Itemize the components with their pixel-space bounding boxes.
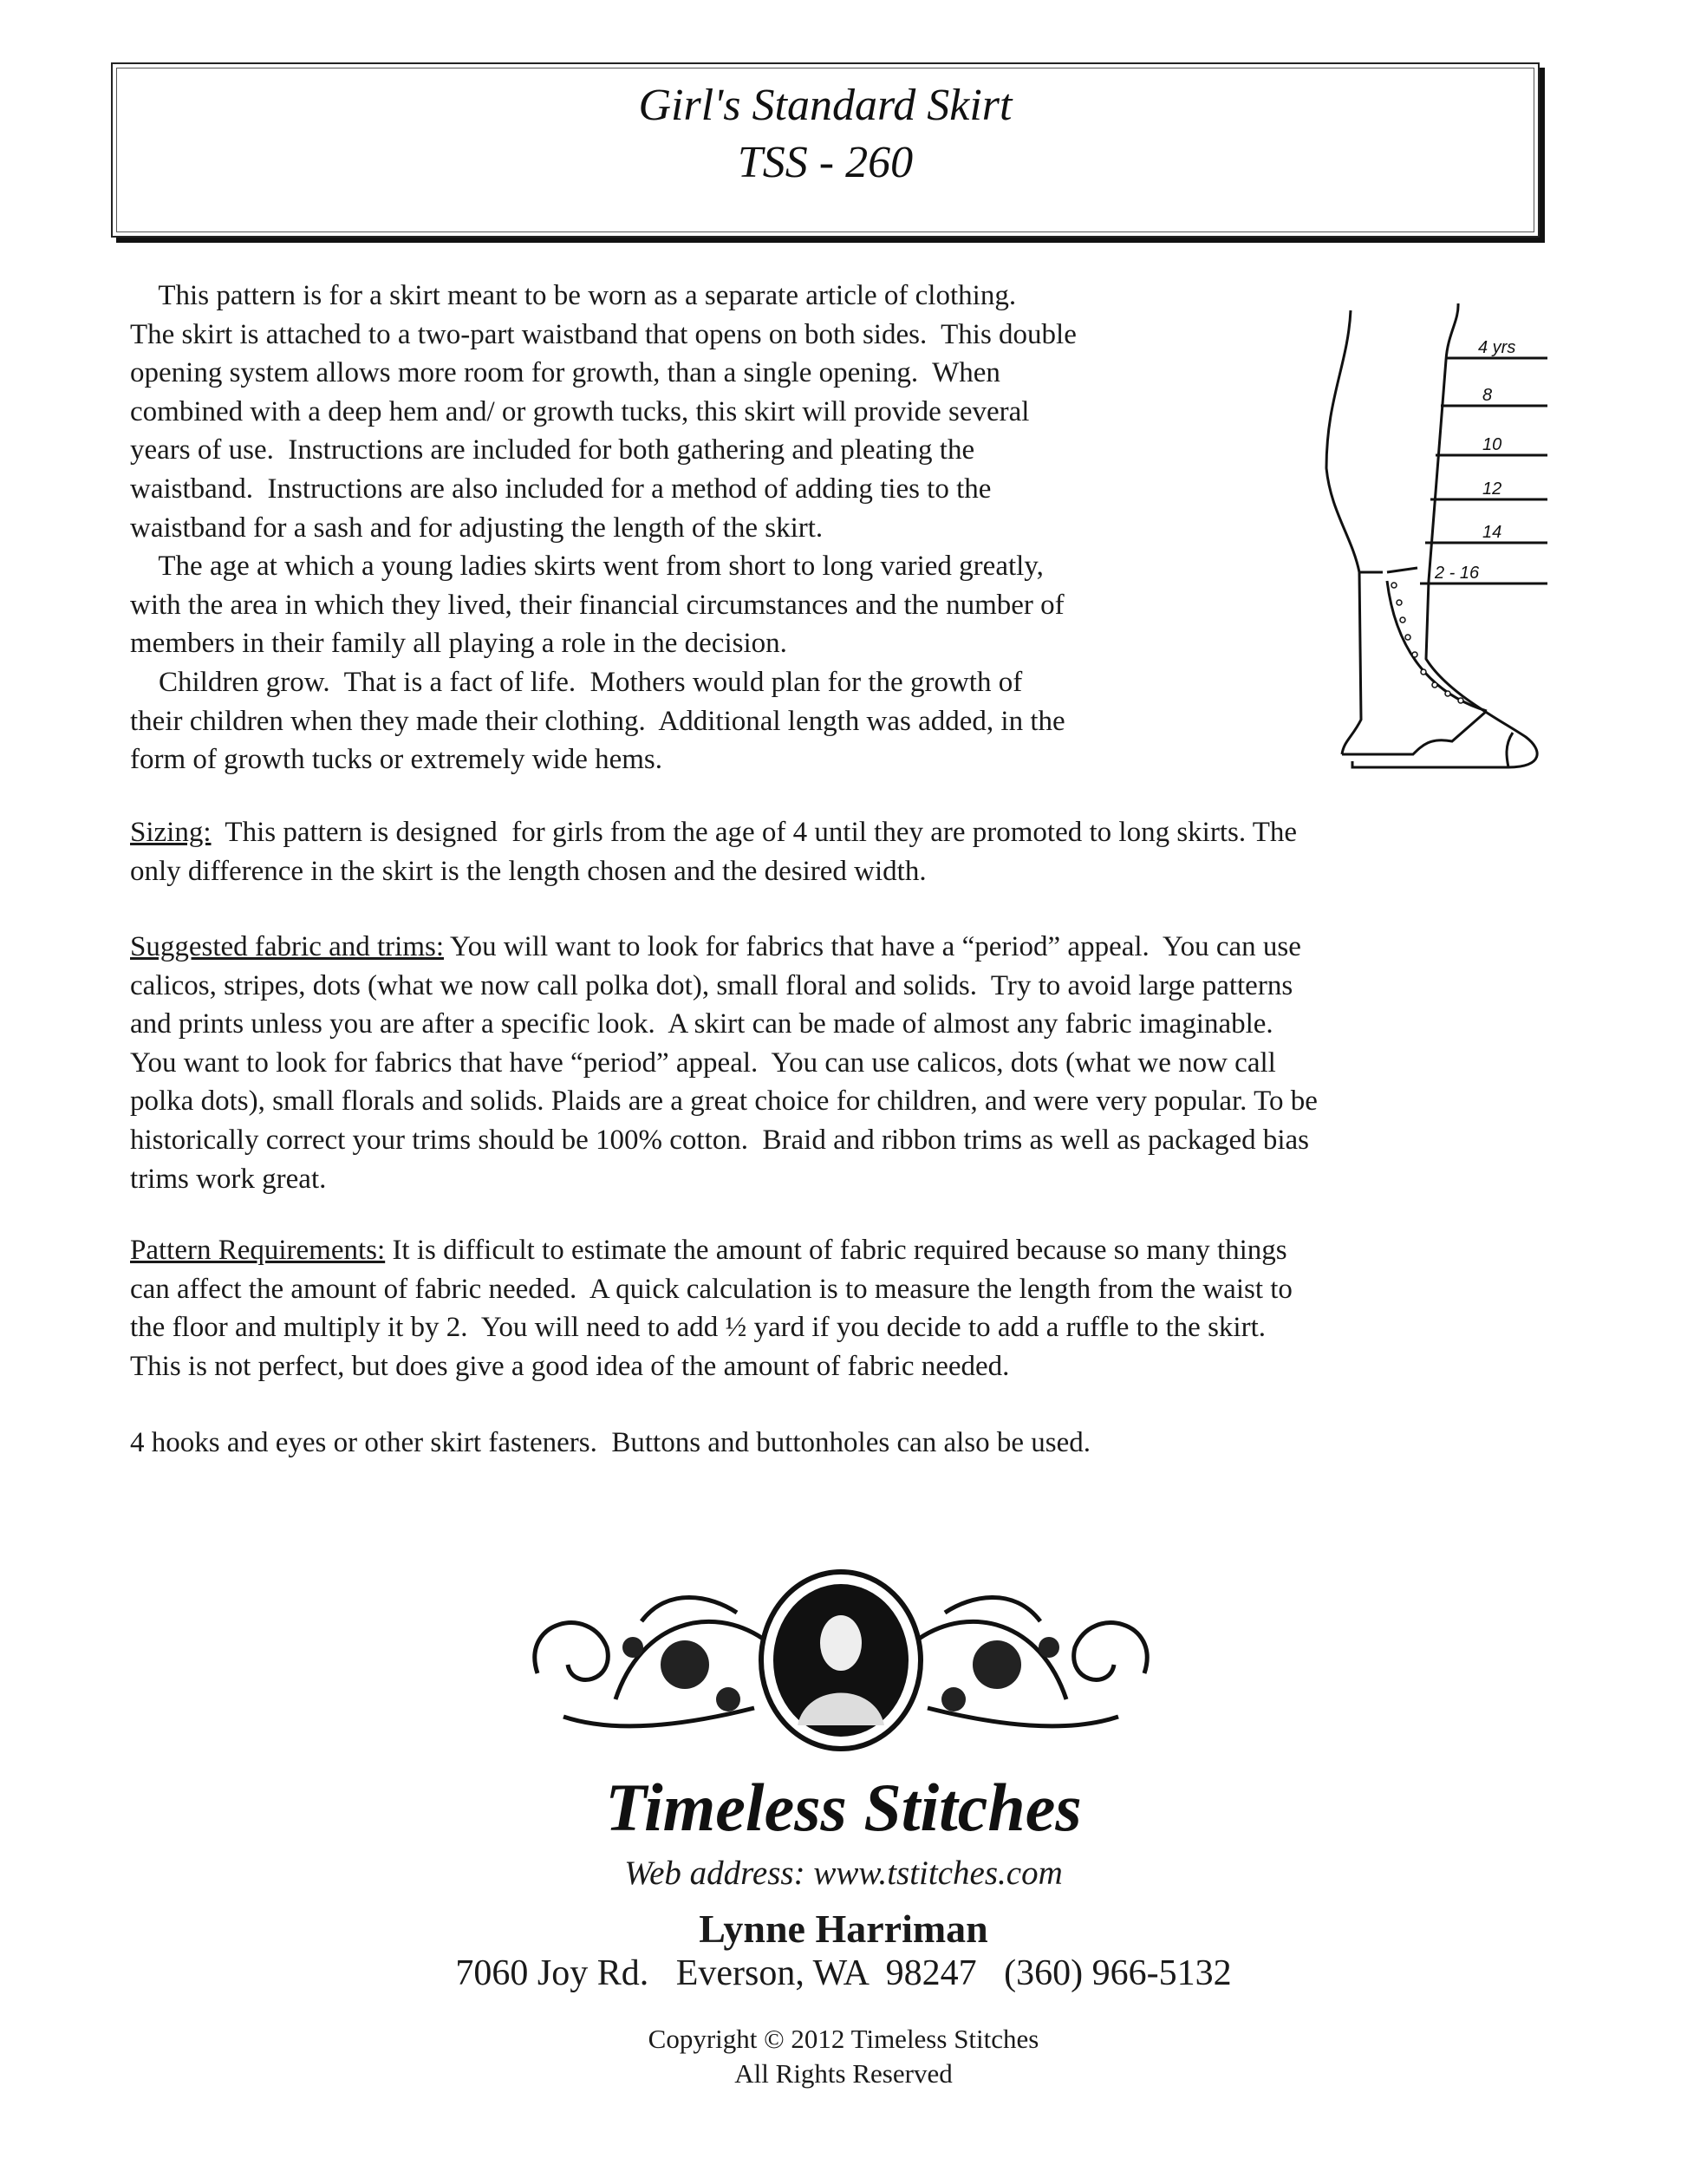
notions-text: 4 hooks and eyes or other skirt fasteners. Buttons and buttonholes can also be used.: [130, 1427, 1091, 1458]
web-address: Web address: www.tstitches.com: [624, 1855, 1063, 1892]
length-mark-label: 14: [1482, 523, 1502, 542]
requirements-section: [130, 1231, 1293, 1385]
text-line: Children grow. That is a fact of life. Mothers would plan for the growth of: [130, 666, 1023, 698]
boot-toe-cap: [1507, 733, 1513, 767]
intro-text: [130, 277, 1077, 779]
length-mark-label: 10: [1482, 435, 1502, 454]
text-line: The skirt is attached to a two-part waistband that opens on both sides. This double: [130, 318, 1077, 350]
sizing-label: Sizing:: [130, 817, 212, 848]
text-line: You want to look for fabrics that have “period” appeal. You can use calicos, dots (what we now call: [130, 1046, 1276, 1079]
text-line: calicos, stripes, dots (what we now call polka dot), small floral and solids. Try to avoid large patterns: [130, 969, 1293, 1001]
boot-sole: [1342, 711, 1487, 767]
text-line: years of use. Instructions are included for both gathering and pleating the: [130, 434, 975, 466]
pattern-title: Girl's Standard Skirt: [638, 81, 1013, 130]
text-line: trims work great.: [130, 1163, 327, 1195]
boot-top: [1359, 568, 1417, 572]
text-line: This is not perfect, but does give a good idea of the amount of fabric needed.: [130, 1350, 1010, 1382]
length-mark-label: 4 yrs: [1478, 338, 1516, 357]
text-line: polka dots), small florals and solids. Plaids are a great choice for children, and were very popular. To be: [130, 1085, 1318, 1118]
leg-back-outline: [1326, 310, 1361, 754]
pattern-code: TSS - 260: [737, 138, 914, 187]
text-line: It is difficult to estimate the amount of fabric required because so many things: [385, 1235, 1287, 1266]
requirements-label: Pattern Requirements:: [130, 1235, 386, 1266]
text-line: This pattern is for a skirt meant to be worn as a separate article of clothing.: [130, 280, 1017, 311]
title-box: [111, 62, 1540, 238]
copyright-text: Copyright © 2012 Timeless Stitches: [648, 2024, 1039, 2054]
text-line: waistband. Instructions are also included for a method of adding ties to the: [130, 473, 992, 505]
text-line: combined with a deep hem and/ or growth tucks, this skirt will provide several: [130, 395, 1030, 427]
fabric-section: [130, 928, 1318, 1198]
text-line: their children when they made their clothing. Additional length was added, in the: [130, 705, 1065, 737]
text-line: The age at which a young ladies skirts went from short to long varied greatly,: [130, 551, 1044, 583]
rights-text: All Rights Reserved: [734, 2058, 953, 2089]
text-line: waistband for a sash and for adjusting the length of the skirt.: [130, 512, 824, 544]
text-line: form of growth tucks or extremely wide hems.: [130, 744, 663, 776]
designer-name: Lynne Harriman: [699, 1907, 988, 1951]
sizing-section: [130, 813, 1297, 890]
boot-button-flap: [1387, 581, 1487, 711]
brand-name: Timeless Stitches: [605, 1770, 1082, 1845]
leg-length-illustration: [1300, 286, 1560, 772]
text-line: You will want to look for fabrics that have a “period” appeal. You can use: [444, 931, 1301, 962]
text-line: the floor and multiply it by 2. You will need to add ½ yard if you decide to add a ruffle to the skirt.: [130, 1312, 1266, 1344]
length-mark-label: 2 - 16: [1435, 564, 1480, 583]
text-line: only difference in the skirt is the length chosen and the desired width.: [130, 855, 927, 887]
text-line: with the area in which they lived, their financial circumstances and the number of: [130, 589, 1065, 621]
text-line: and prints unless you are after a specific look. A skirt can be made of almost any fabric imaginable.: [130, 1008, 1273, 1040]
copyright-block: [0, 2022, 1687, 2091]
text-line: historically correct your trims should be 100% cotton. Braid and ribbon trims as well as packaged bias: [130, 1124, 1310, 1156]
text-line: This pattern is designed for girls from the age of 4 until they are promoted to long skirts. The: [211, 817, 1298, 848]
contact-address: 7060 Joy Rd. Everson, WA 98247 (360) 966-5132: [455, 1953, 1232, 1993]
text-line: opening system allows more room for growth, than a single opening. When: [130, 357, 1000, 389]
length-mark-label: 12: [1482, 479, 1502, 499]
text-line: members in their family all playing a role in the decision.: [130, 628, 787, 660]
text-line: can affect the amount of fabric needed. A quick calculation is to measure the length from the waist to: [130, 1273, 1293, 1305]
length-mark-label: 8: [1482, 386, 1493, 405]
ornamental-cameo-logo-icon: [511, 1569, 1170, 1751]
fabric-label: Suggested fabric and trims:: [130, 931, 445, 962]
